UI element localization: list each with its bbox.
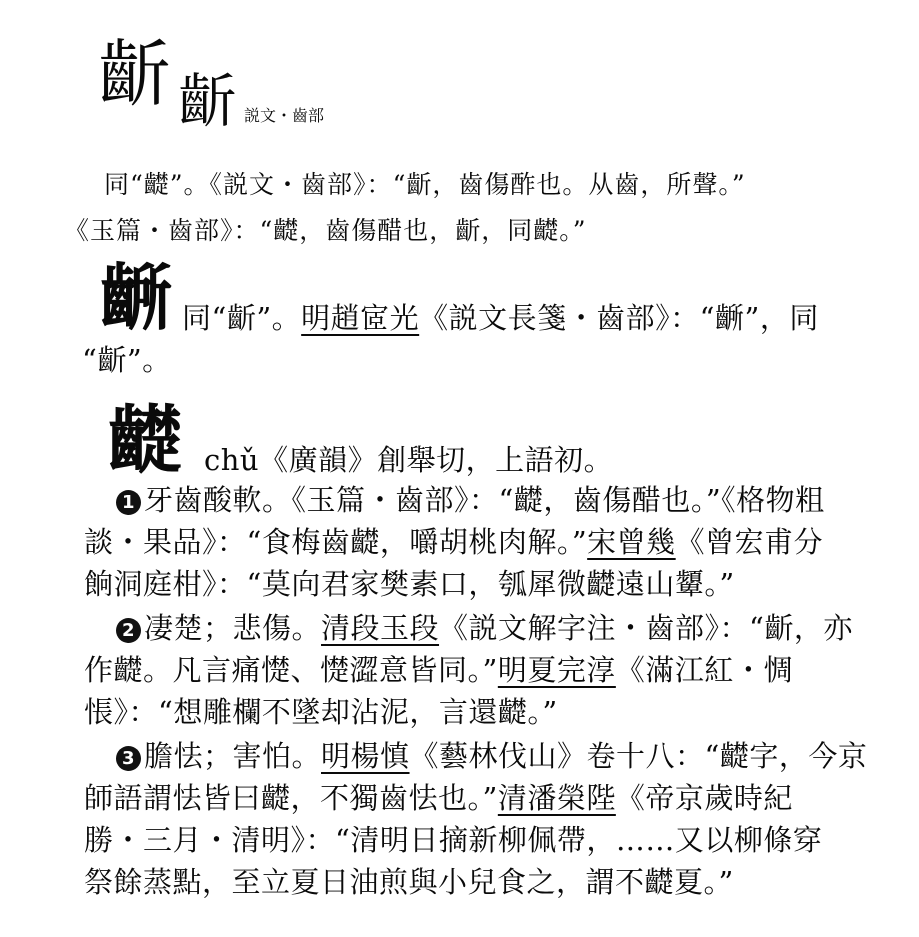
head-character: 齗 bbox=[98, 32, 171, 116]
sense3-line3: 勝・三月・清明》：“清明日摘新柳佩帶，……又以柳條穿 bbox=[84, 823, 823, 857]
sense3-line1 bbox=[116, 739, 868, 773]
sense2-text: 作齼。凡言痛憷、憷澀意皆同。” bbox=[84, 653, 498, 687]
sense2-text: 《説文解字注・齒部》：“齗，亦 bbox=[439, 611, 853, 645]
entry2-line2: “齗”。 bbox=[82, 343, 172, 377]
sense2-line2 bbox=[84, 653, 793, 687]
sense1-line3: 餉洞庭柑》：“莫向君家樊素口，瓠犀微齼遠山顰。” bbox=[84, 567, 735, 601]
head-character: 齼 bbox=[108, 398, 182, 484]
pronunciation: chǔ《廣韻》創舉切，上語初。 bbox=[204, 443, 614, 477]
sense-number: 1 bbox=[116, 490, 141, 515]
sense3-text: 膽怯；害怕。 bbox=[144, 739, 322, 773]
author-name: 明趙宧光 bbox=[301, 301, 420, 335]
sense-number: 3 bbox=[116, 746, 141, 771]
seal-source: 説文・齒部 bbox=[244, 106, 325, 125]
sense3-line2 bbox=[84, 781, 793, 815]
sense1-text: 談・果品》：“食梅齒齼，嚼胡桃肉解。” bbox=[84, 525, 588, 559]
author-name: 清潘榮陛 bbox=[497, 781, 616, 815]
author-name: 宋曾幾 bbox=[587, 525, 676, 559]
sense3-text: 《藝林伐山》卷十八：“齼字，今京 bbox=[409, 739, 868, 773]
sense2-text: 《滿江紅・惆 bbox=[615, 653, 793, 687]
sense1-text: 《曾宏甫分 bbox=[675, 525, 824, 559]
entry1-line2: 《玉篇・齒部》：“齼，齒傷醋也，齗，同齼。” bbox=[64, 216, 587, 245]
sense2-text: 凄楚；悲傷。 bbox=[144, 611, 322, 645]
sense1-line2 bbox=[84, 525, 824, 559]
entry1-line1: 同“齼”。《説文・齒部》：“齗，齒傷酢也。从齒，所聲。” bbox=[104, 170, 746, 199]
sense-number: 2 bbox=[116, 618, 141, 643]
sense1-text: 牙齒酸軟。《玉篇・齒部》：“齼，齒傷醋也。”《格物粗 bbox=[144, 483, 825, 517]
entry2-text: 《説文長箋・齒部》：“齭”，同 bbox=[419, 301, 819, 335]
author-name: 明楊慎 bbox=[321, 739, 410, 773]
sense2-line3: 悵》：“想雕欄不墜却沾泥，言還齼。” bbox=[84, 695, 558, 729]
head-character: 齭 bbox=[100, 255, 173, 340]
author-name: 明夏完淳 bbox=[497, 653, 616, 687]
sense3-text: 《帝京歲時紀 bbox=[615, 781, 793, 815]
sense3-text: 師語謂怯皆曰齼，不獨齒怯也。” bbox=[84, 781, 498, 815]
entry2-line1 bbox=[182, 301, 819, 335]
sense2-line1 bbox=[116, 611, 853, 645]
seal-script-character: 齗 bbox=[178, 67, 237, 135]
author-name: 清段玉段 bbox=[321, 611, 440, 645]
entry2-text: 同“齗”。 bbox=[182, 301, 302, 335]
sense3-line4: 祭餘蒸點，至立夏日油煎與小兒食之，謂不齼夏。” bbox=[84, 865, 734, 899]
sense1-line1 bbox=[116, 483, 825, 517]
